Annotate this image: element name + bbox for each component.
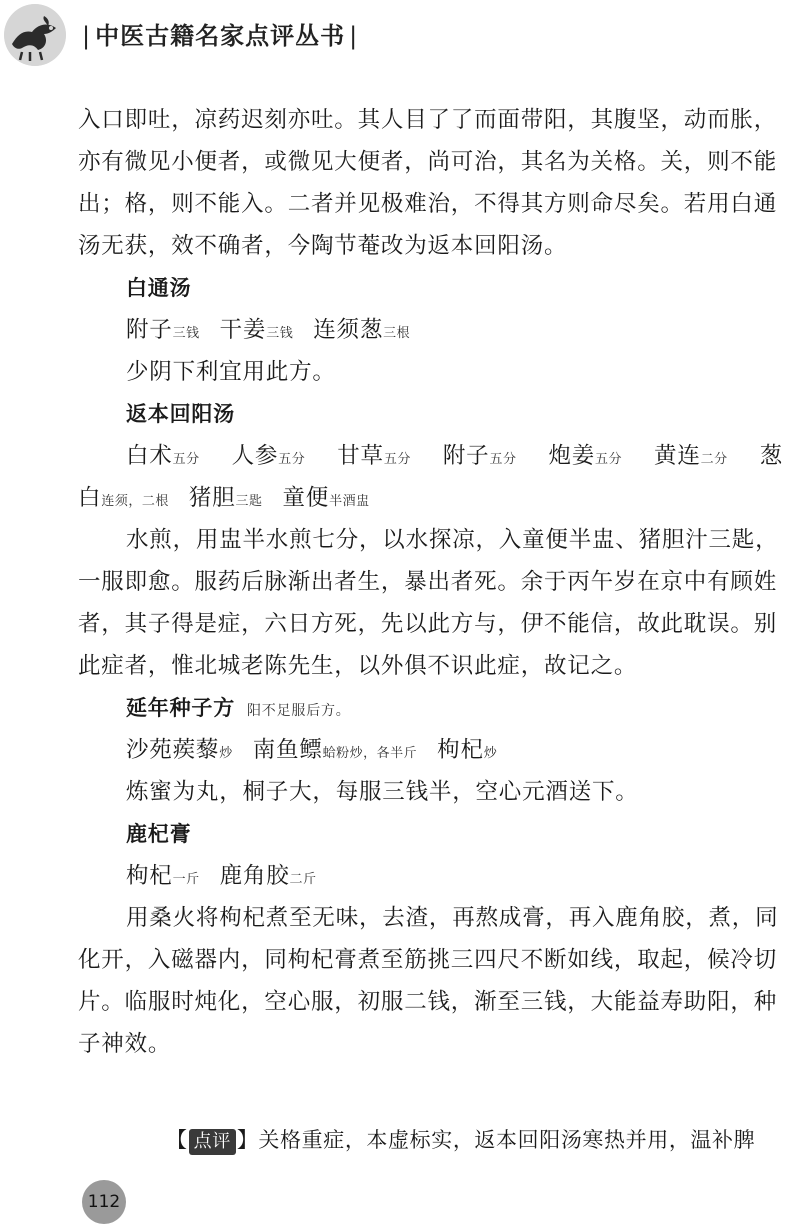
recipe-title: 返本回阳汤 bbox=[126, 402, 235, 426]
recipe-ingredients bbox=[78, 477, 783, 519]
herb-name: 枸杞 bbox=[437, 737, 484, 763]
recipe-title: 延年种子方 bbox=[126, 696, 235, 720]
recipe-heading bbox=[78, 687, 783, 729]
commentary-bracket-close: 】 bbox=[236, 1128, 259, 1152]
commentary-tag bbox=[166, 1128, 258, 1152]
paragraph-line: 者，其子得是症，六日方死，先以此方与，伊不能信，故此耽误。别 bbox=[78, 611, 778, 637]
herb-item bbox=[126, 435, 200, 477]
herb-name: 猪胆 bbox=[188, 485, 236, 511]
recipe-ingredients bbox=[78, 855, 783, 897]
herb-dose: 五分 bbox=[489, 452, 517, 467]
recipe-ingredients bbox=[78, 435, 783, 477]
series-title bbox=[78, 18, 362, 54]
commentary-bracket-open: 【 bbox=[166, 1128, 188, 1152]
herb-dose: 三钱 bbox=[266, 326, 294, 341]
herb-dose: 二分 bbox=[700, 452, 728, 467]
recipe-usage: 炼蜜为丸，桐子大，每服三钱半，空心元酒送下。 bbox=[126, 779, 639, 805]
page-number: 112 bbox=[82, 1180, 126, 1224]
herb-name: 连须葱 bbox=[313, 317, 384, 343]
herb-name: 白 bbox=[78, 485, 102, 511]
recipe-usage: 少阴下利宜用此方。 bbox=[126, 359, 336, 385]
herb-dose: 连须，二根 bbox=[101, 494, 169, 509]
herb-dose: 五分 bbox=[172, 452, 200, 467]
herb-name: 鹿角胶 bbox=[219, 863, 290, 889]
paragraph-line: 此症者，惟北城老陈先生，以外俱不识此症，故记之。 bbox=[78, 653, 638, 679]
running-header bbox=[0, 0, 800, 78]
herb-dose: 一斤 bbox=[172, 872, 200, 887]
herb-dose: 三根 bbox=[383, 326, 411, 341]
paragraph-line: 亦有微见小便者，或微见大便者，尚可治，其名为关格。关，则不能 bbox=[78, 149, 778, 175]
series-emblem-icon bbox=[4, 4, 66, 66]
herb-name: 炮姜 bbox=[548, 443, 596, 469]
herb-item bbox=[232, 435, 306, 477]
herb-name: 南鱼鳔 bbox=[252, 737, 323, 763]
paragraph-line: 一服即愈。服药后脉渐出者生，暴出者死。余于丙午岁在京中有顾姓 bbox=[78, 569, 778, 595]
herb-name: 附子 bbox=[126, 317, 173, 343]
paragraph-line: 水煎，用盅半水煎七分，以水探凉，入童便半盅、猪胆汁三匙， bbox=[126, 527, 779, 553]
herb-dose: 五分 bbox=[595, 452, 623, 467]
paragraph-line: 出；格，则不能入。二者并见极难治，不得其方则命尽矣。若用白通 bbox=[78, 191, 778, 217]
recipe-ingredients bbox=[78, 729, 783, 771]
paragraph-line: 用桑火将枸杞煮至无味，去渣，再熬成膏，再入鹿角胶，煮，同 bbox=[126, 905, 779, 931]
herb-dose: 五分 bbox=[278, 452, 306, 467]
herb-item bbox=[337, 435, 411, 477]
header-bar-right: | bbox=[349, 22, 359, 50]
paragraph-line: 汤无获，效不确者，今陶节菴改为返本回阳汤。 bbox=[78, 233, 568, 259]
herb-name: 人参 bbox=[231, 443, 279, 469]
herb-name: 白术 bbox=[126, 443, 173, 469]
herb-dose: 二斤 bbox=[289, 872, 317, 887]
herb-dose: 炒 bbox=[219, 746, 233, 761]
header-bar-left: | bbox=[82, 22, 92, 50]
series-title-text: 中医古籍名家点评丛书 bbox=[95, 22, 346, 50]
herb-dose: 炒 bbox=[483, 746, 498, 761]
herb-dose: 五分 bbox=[383, 452, 411, 467]
recipe-title: 鹿杞膏 bbox=[126, 822, 192, 846]
commentary-text: 关格重症，本虚标实，返本回阳汤寒热并用，温补脾 bbox=[258, 1128, 756, 1152]
commentary-block bbox=[166, 1122, 755, 1158]
herb-dose: 三钱 bbox=[172, 326, 200, 341]
herb-item bbox=[443, 435, 517, 477]
herb-dose: 蛤粉炒，各半斤 bbox=[322, 746, 418, 761]
herb-name: 枸杞 bbox=[126, 863, 173, 889]
paragraph-line: 子神效。 bbox=[78, 1031, 172, 1057]
recipe-ingredients bbox=[78, 309, 783, 351]
herb-dose: 三匙 bbox=[235, 494, 263, 509]
page-body bbox=[78, 99, 783, 1065]
herb-item bbox=[654, 435, 728, 477]
herb-dose: 半酒盅 bbox=[329, 494, 370, 509]
herb-name: 干姜 bbox=[219, 317, 267, 343]
recipe-title-note: 阳不足服后方。 bbox=[247, 703, 351, 719]
herb-name: 沙苑蒺藜 bbox=[126, 737, 220, 763]
recipe-title: 白通汤 bbox=[126, 276, 192, 300]
paragraph-line: 片。临服时炖化，空心服，初服二钱，渐至三钱，大能益寿助阳，种 bbox=[78, 989, 778, 1015]
herb-name: 附子 bbox=[442, 443, 490, 469]
paragraph-line: 化开，入磁器内，同枸杞膏煮至筋挑三四尺不断如线，取起，候冷切 bbox=[78, 947, 778, 973]
herb-name: 葱 bbox=[759, 443, 783, 469]
herb-item bbox=[548, 435, 622, 477]
commentary-label: 点评 bbox=[189, 1129, 236, 1155]
herb-name: 黄连 bbox=[654, 443, 701, 469]
paragraph-line: 入口即吐，凉药迟刻亦吐。其人目了了而面带阳，其腹坚，动而胀， bbox=[78, 107, 778, 133]
herb-name: 童便 bbox=[282, 485, 330, 511]
herb-name: 甘草 bbox=[337, 443, 384, 469]
